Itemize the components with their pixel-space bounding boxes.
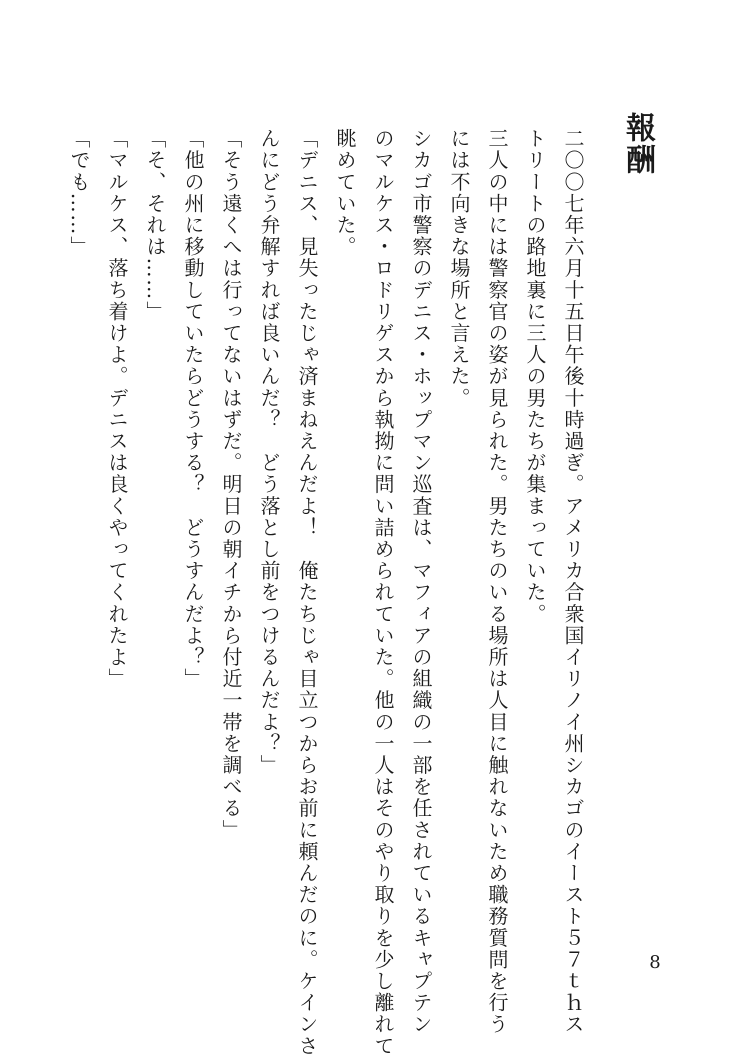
text-line: 「デニス、見失ったじゃ済まねえんだよ！ 俺たちじゃ目立つからお前に頼んだのに。ケインさ	[295, 128, 319, 1057]
text-line: トリートの路地裏に三人の男たちが集まっていた。	[523, 128, 547, 625]
text-line: 「そう遠くへは行ってないはずだ。明日の朝イチから付近一帯を調べる」	[219, 128, 243, 841]
text-line: 二〇〇七年六月十五日午後十時過ぎ。アメリカ合衆国イリノイ州シカゴのイースト５７ｔｈス	[561, 128, 585, 1036]
text-line: 「そ、それは……」	[143, 128, 167, 323]
text-line: 「他の州に移動していたらどうする？ どうすんだよ？」	[181, 128, 205, 690]
text-line: には不向きな場所と言えた。	[447, 128, 471, 409]
text-line: 「でも……」	[67, 128, 91, 258]
text-line: シカゴ市警察のデニス・ホップマン巡査は、マフィアの組織の一部を任されているキャプテン	[409, 128, 433, 1036]
text-line: 「マルケス、落ち着けよ。デニスは良くやってくれたよ」	[105, 128, 129, 690]
text-line: 三人の中には警察官の姿が見られた。男たちのいる場所は人目に触れないため職務質問を行う	[485, 128, 509, 1036]
page-number: 8	[649, 952, 661, 973]
chapter-title: 報酬	[620, 112, 655, 176]
text-line: のマルケス・ロドリゲスから執拗に問い詰められていた。他の一人はそのやり取りを少し離れて	[371, 128, 395, 1057]
text-line: 眺めていた。	[333, 128, 357, 258]
text-line: んにどう弁解すれば良いんだ？ どう落とし前をつけるんだよ？」	[257, 128, 281, 776]
body-text	[67, 128, 592, 1057]
